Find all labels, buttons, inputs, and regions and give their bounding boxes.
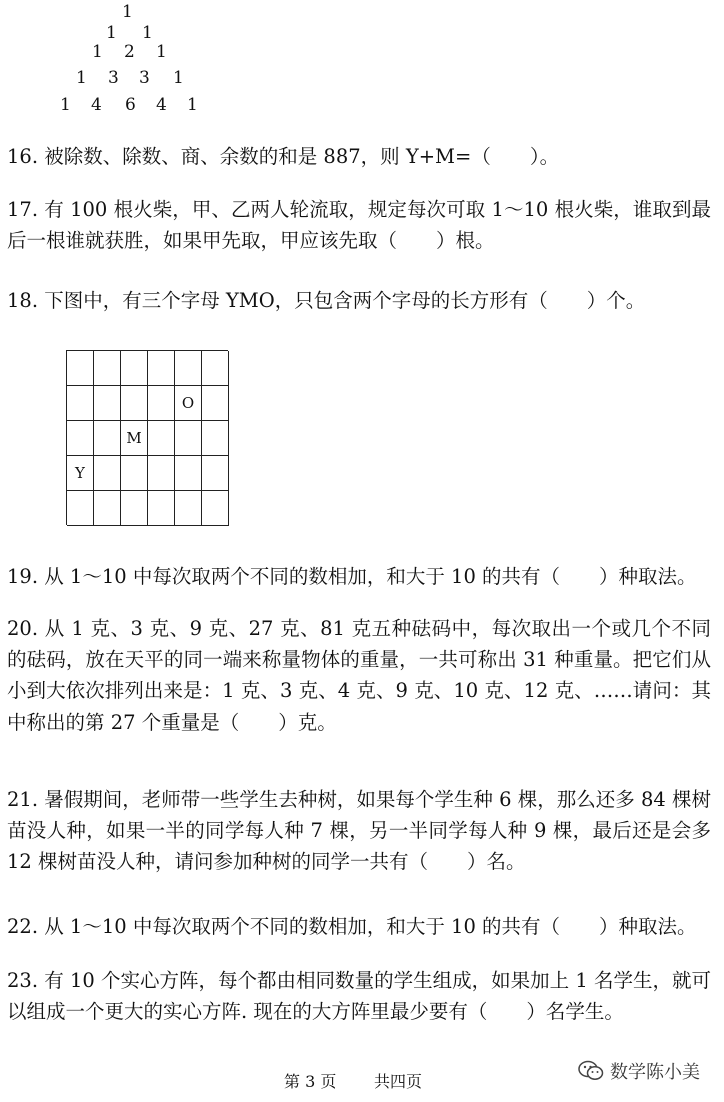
question-number: 18. (7, 289, 39, 312)
question-text: 暑假期间，老师带一些学生去种树，如果每个学生种 6 棵，那么还多 84 棵树苗没人种，如果一半的同学每人种 7 棵，另一半同学每人种 9 棵，最后还是会多 12 棵树苗没人种，请问参加种树的同学一共有（ ）名。 (7, 788, 712, 874)
grid-cell (67, 421, 94, 456)
letter-grid-figure (66, 350, 228, 525)
grid-cell (121, 351, 148, 386)
grid-cell (202, 386, 229, 421)
grid-cell (148, 491, 175, 526)
grid-cell-letter-o: O (175, 386, 202, 421)
triangle-number: 3 (139, 68, 150, 88)
grid-cell (148, 386, 175, 421)
question-text: 从 1～10 中每次取两个不同的数相加，和大于 10 的共有（ ）种取法。 (44, 565, 697, 588)
grid-cell (202, 351, 229, 386)
question-19 (7, 561, 711, 592)
grid-cell-letter-y: Y (67, 456, 94, 491)
grid-cell (148, 351, 175, 386)
question-number: 16. (7, 145, 39, 168)
grid-cell (202, 421, 229, 456)
grid-cell (148, 421, 175, 456)
grid-cell (67, 386, 94, 421)
watermark-text: 数学陈小美 (610, 1062, 700, 1083)
grid-cell (67, 351, 94, 386)
watermark (578, 1058, 700, 1084)
grid-cell-letter-m: M (121, 421, 148, 456)
question-number: 22. (7, 915, 39, 938)
triangle-number: 4 (156, 95, 167, 115)
question-17 (7, 194, 711, 256)
question-18 (7, 285, 711, 316)
question-number: 19. (7, 565, 39, 588)
question-number: 17. (7, 198, 39, 221)
grid-cell (175, 351, 202, 386)
triangle-number: 1 (106, 23, 117, 43)
question-number: 20. (7, 617, 39, 640)
page-number: 第 3 页 (284, 1072, 337, 1091)
triangle-number: 2 (124, 42, 135, 62)
grid-cell (121, 386, 148, 421)
grid-cell (175, 421, 202, 456)
grid-cell (121, 456, 148, 491)
grid-cell (94, 421, 121, 456)
grid-cell (175, 456, 202, 491)
triangle-number: 1 (142, 23, 153, 43)
grid-cell (94, 456, 121, 491)
grid-cell (94, 491, 121, 526)
grid-cell (94, 351, 121, 386)
question-text: 被除数、除数、商、余数的和是 887，则 Y+M=（ ）。 (44, 145, 560, 168)
triangle-number: 3 (108, 68, 119, 88)
question-20 (7, 613, 711, 738)
page-total: 共四页 (374, 1072, 423, 1091)
question-text: 有 100 根火柴，甲、乙两人轮流取，规定每次可取 1～10 根火柴，谁取到最后一根谁就获胜，如果甲先取，甲应该先取（ ）根。 (7, 198, 712, 253)
triangle-number: 1 (122, 2, 133, 22)
triangle-number: 1 (76, 68, 87, 88)
grid-cell (148, 456, 175, 491)
question-number: 23. (7, 969, 39, 992)
triangle-number: 6 (125, 95, 136, 115)
question-number: 21. (7, 788, 39, 811)
triangle-number: 1 (173, 68, 184, 88)
triangle-number: 4 (91, 95, 102, 115)
wechat-icon (578, 1060, 604, 1082)
grid-cell (202, 456, 229, 491)
question-text: 从 1 克、3 克、9 克、27 克、81 克五种砝码中，每次取出一个或几个不同的砝码，放在天平的同一端来称量物体的重量，一共可称出 31 种重量。把它们从小到大依次排列出来是：1 克、3 克、4 克、9 克、10 克、12 克、……请问：其中称出的第 27 个重量是（ ）克。 (7, 617, 711, 734)
grid-cell (67, 491, 94, 526)
triangle-number: 1 (92, 42, 103, 62)
grid-cell (94, 386, 121, 421)
grid-cell (121, 491, 148, 526)
question-21 (7, 784, 711, 878)
question-text: 从 1～10 中每次取两个不同的数相加，和大于 10 的共有（ ）种取法。 (44, 915, 697, 938)
triangle-number: 1 (187, 95, 198, 115)
question-23 (7, 965, 711, 1027)
triangle-number: 1 (156, 42, 167, 62)
triangle-number: 1 (60, 95, 71, 115)
question-text: 下图中，有三个字母 YMO，只包含两个字母的长方形有（ ）个。 (44, 289, 646, 312)
question-22 (7, 911, 711, 942)
question-16 (7, 141, 711, 172)
grid-cell (175, 491, 202, 526)
grid-cell (202, 491, 229, 526)
question-text: 有 10 个实心方阵，每个都由相同数量的学生组成，如果加上 1 名学生，就可以组成一个更大的实心方阵. 现在的大方阵里最少要有（ ）名学生。 (7, 969, 712, 1024)
